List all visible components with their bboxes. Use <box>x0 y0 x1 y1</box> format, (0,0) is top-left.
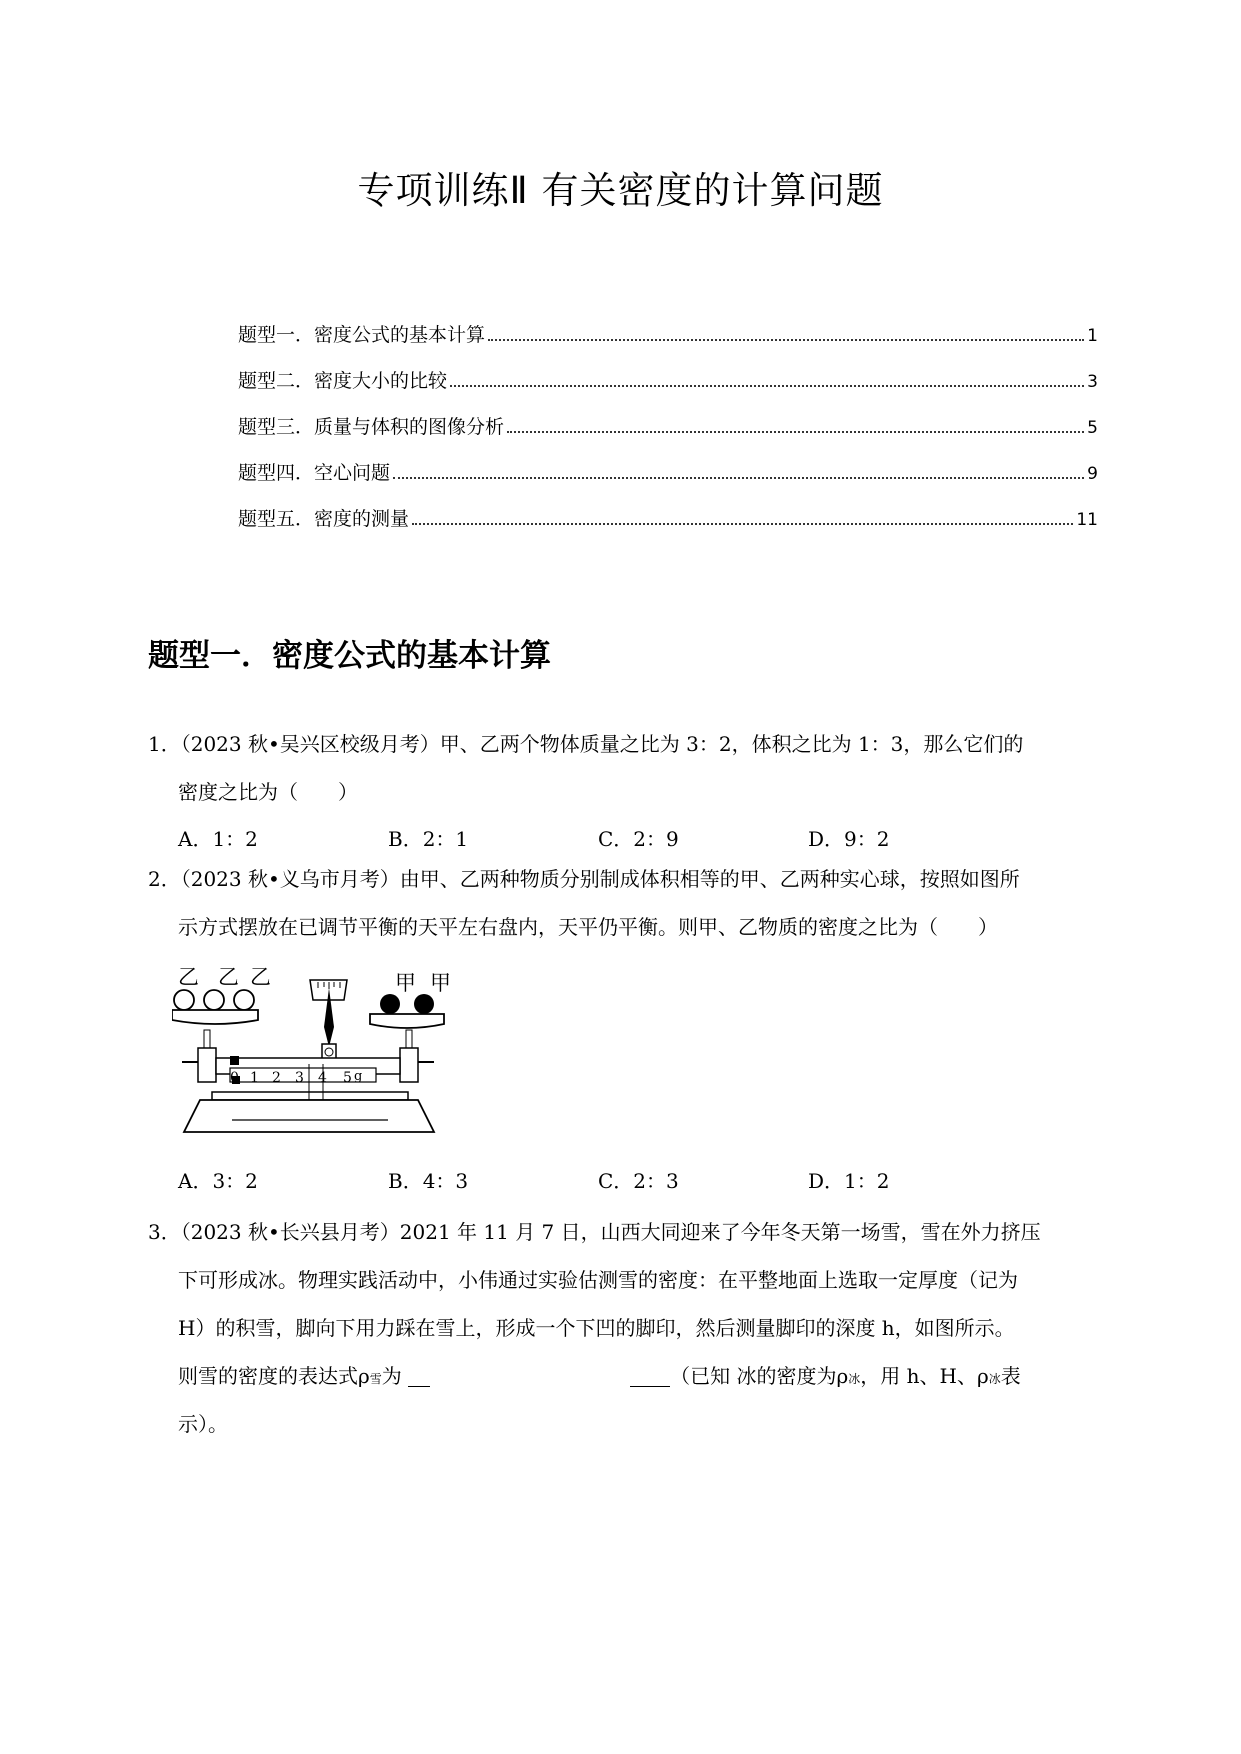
section-heading: 题型一．密度公式的基本计算 <box>148 638 551 674</box>
toc-entry-page: 9 <box>1087 464 1098 484</box>
ball-yi <box>204 990 224 1010</box>
scale-number: 5 <box>343 1070 352 1086</box>
question-text: 示）。 <box>178 1412 228 1436</box>
right-pan <box>370 1014 444 1028</box>
balance-scale-drawing <box>172 952 462 1152</box>
question-2-options <box>148 1158 1098 1204</box>
toc-entry[interactable] <box>238 458 1098 504</box>
question-text-part: ，用 h、H、ρ <box>860 1364 989 1388</box>
scale-number: 2 <box>272 1070 281 1086</box>
subscript: 雪 <box>369 1372 382 1386</box>
ball-yi <box>174 990 194 1010</box>
question-text-part: （已知 冰的密度为ρ <box>670 1364 849 1388</box>
question-text-part: 为 <box>381 1364 402 1388</box>
question-text: 2．（2023 秋•义乌市月考）由甲、乙两种物质分别制成体积相等的甲、乙两种实心球，按照如图所 <box>148 867 1020 891</box>
label-yi: 乙 <box>178 965 199 989</box>
left-pan <box>172 1010 258 1024</box>
label-jia: 甲 <box>430 971 451 995</box>
toc-entry[interactable] <box>238 412 1098 458</box>
question-text: 1．（2023 秋•吴兴区校级月考）甲、乙两个物体质量之比为 3：2，体积之比为 1：3，那么它们的 <box>148 732 1024 756</box>
question-1 <box>148 720 1098 862</box>
option-d[interactable]: D．9：2 <box>808 827 890 851</box>
option-a[interactable]: A．3：2 <box>178 1169 258 1193</box>
label-jia: 甲 <box>395 971 416 995</box>
question-text: H）的积雪，脚向下用力踩在雪上，形成一个下凹的脚印，然后测量脚印的深度 h，如图所示。 <box>178 1316 1015 1340</box>
scale-base <box>184 1100 434 1132</box>
toc-entry-page: 3 <box>1087 372 1098 392</box>
subscript: 冰 <box>988 1372 1001 1386</box>
question-text: 3．（2023 秋•长兴县月考）2021 年 11 月 7 日，山西大同迎来了今年冬天第一场雪，雪在外力挤压 <box>148 1220 1041 1244</box>
toc-entry-label: 题型三．质量与体积的图像分析 <box>238 416 505 438</box>
question-2 <box>148 855 1098 951</box>
ball-jia <box>380 994 400 1014</box>
ball-yi <box>234 990 254 1010</box>
question-text-part: 则雪的密度的表达式ρ <box>178 1364 370 1388</box>
toc-leader-dots <box>507 431 1084 433</box>
toc-leader-dots <box>412 523 1073 525</box>
toc-leader-dots <box>393 477 1084 479</box>
toc-entry[interactable] <box>238 504 1098 550</box>
question-text: 下可形成冰。物理实践活动中，小伟通过实验估测雪的密度：在平整地面上选取一定厚度（记为 <box>178 1268 1018 1292</box>
toc-entry-label: 题型五．密度的测量 <box>238 508 410 530</box>
option-b[interactable]: B．4：3 <box>388 1169 469 1193</box>
option-a[interactable]: A．1：2 <box>178 827 258 851</box>
scale-number: 3 <box>295 1070 304 1086</box>
toc-entry[interactable] <box>238 320 1098 366</box>
option-c[interactable]: C．2：3 <box>598 1169 679 1193</box>
question-text: 示方式摆放在已调节平衡的天平左右盘内，天平仍平衡。则甲、乙物质的密度之比为（ ） <box>178 915 998 939</box>
question-text-part: 表 <box>1000 1364 1021 1388</box>
question-3 <box>148 1208 1098 1448</box>
balance-scale-figure <box>172 952 462 1152</box>
answer-options <box>148 1158 1098 1204</box>
scale-unit: g <box>354 1069 363 1084</box>
subscript: 冰 <box>848 1372 861 1386</box>
toc-entry-label: 题型一．密度公式的基本计算 <box>238 324 486 346</box>
toc-entry[interactable] <box>238 366 1098 412</box>
toc-entry-page: 11 <box>1076 510 1098 530</box>
toc-leader-dots <box>450 385 1084 387</box>
toc-entry-label: 题型四．空心问题 <box>238 462 391 484</box>
answer-blank-start <box>408 1364 430 1387</box>
option-c[interactable]: C．2：9 <box>598 827 679 851</box>
scale-number: 4 <box>318 1070 327 1086</box>
scale-number: 1 <box>250 1070 259 1086</box>
rider-weight <box>230 1056 239 1065</box>
toc-entry-label: 题型二．密度大小的比较 <box>238 370 448 392</box>
page-title: 专项训练Ⅱ 有关密度的计算问题 <box>357 169 884 212</box>
scale-number: 0 <box>230 1070 239 1086</box>
table-of-contents <box>238 320 1098 550</box>
question-text: 密度之比为（ ） <box>178 780 358 804</box>
label-yi: 乙 <box>250 965 271 989</box>
toc-leader-dots <box>488 339 1084 341</box>
answer-blank-end[interactable] <box>630 1364 670 1387</box>
toc-entry-page: 1 <box>1087 326 1098 346</box>
question-text-with-blank <box>148 1352 1098 1400</box>
option-b[interactable]: B．2：1 <box>388 827 469 851</box>
toc-entry-page: 5 <box>1087 418 1098 438</box>
option-d[interactable]: D．1：2 <box>808 1169 890 1193</box>
label-yi: 乙 <box>218 965 239 989</box>
ball-jia <box>414 994 434 1014</box>
